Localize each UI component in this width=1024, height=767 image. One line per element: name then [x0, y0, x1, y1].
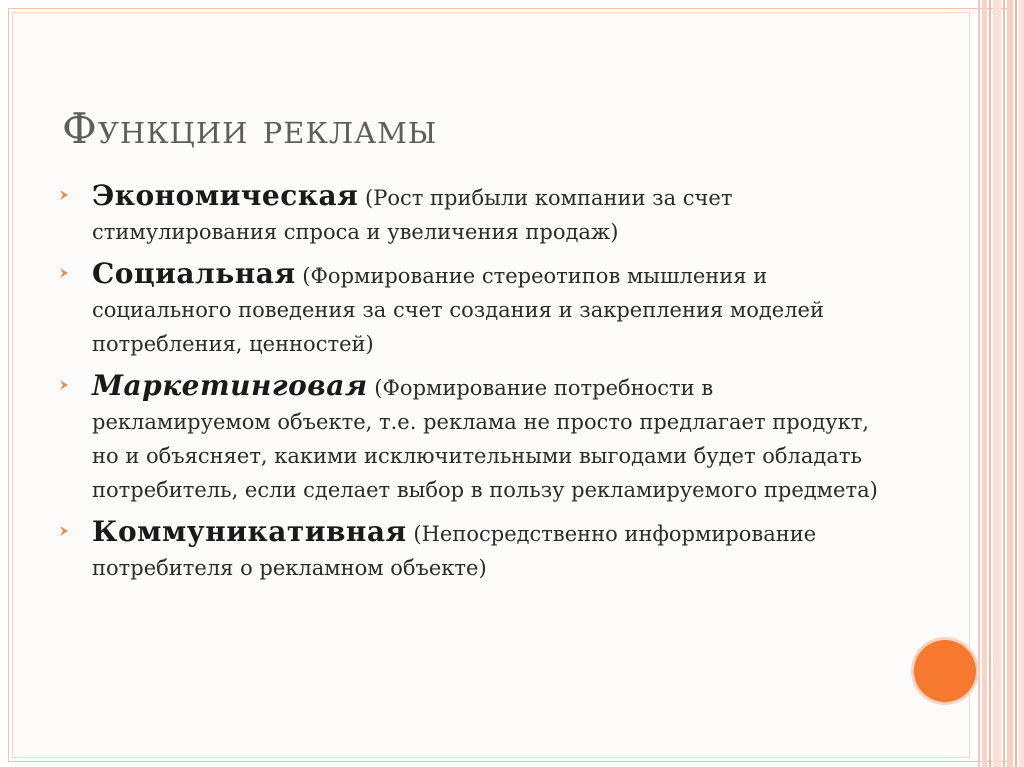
slide-title: Функции рекламы	[62, 104, 438, 153]
item-term: Социальная	[92, 257, 296, 290]
arrow-chevron-icon	[58, 267, 70, 279]
function-list	[58, 180, 888, 594]
list-item	[58, 180, 888, 250]
item-term: Экономическая	[92, 179, 359, 212]
arrow-chevron-icon	[58, 189, 70, 201]
item-term: Коммуникативная	[92, 515, 407, 548]
arrow-chevron-icon	[58, 525, 70, 537]
list-item	[58, 370, 888, 508]
list-item	[58, 258, 888, 362]
item-description: (Рост прибыли компании за счет стимулирования спроса и увеличения продаж)	[92, 186, 733, 244]
item-description: (Формирование стереотипов мышления и социального поведения за счет создания и закрепления моделей потребления, ценностей)	[92, 264, 824, 356]
item-description: (Непосредственно информирование потребителя о рекламном объекте)	[92, 522, 817, 580]
decorative-stripes	[978, 0, 1024, 767]
decorative-circle	[914, 640, 976, 702]
arrow-chevron-icon	[58, 379, 70, 391]
list-item	[58, 516, 888, 586]
item-description: (Формирование потребности в рекламируемом объекте, т.е. реклама не просто предлагает продукт, но и объясняет, какими исключительными выгодами будет обладать потребитель, если сделает выбор в пользу рекламируемого предмета)	[92, 376, 878, 502]
item-term: Маркетинговая	[92, 369, 368, 402]
